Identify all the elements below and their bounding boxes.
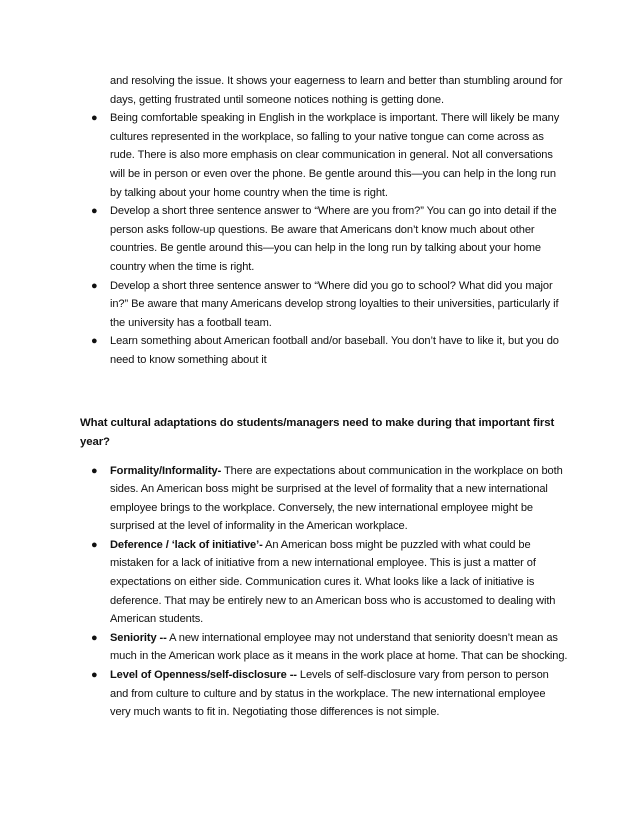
list-item [80, 462, 568, 536]
bullet-icon: ● [91, 112, 98, 125]
adaptation-text: An American boss might be puzzled with what could be mistaken for a lack of initiative from a new international employee. This is just a matter of expectations on either side. Communication cures it. What looks like a lack of initiative is deference. That may be entirely new to an American boss who is accustomed to dealing with American students. [110, 538, 556, 626]
tip-text: Being comfortable speaking in English in the workplace is important. There will likely be many cultures represented in the workplace, so falling to your native tongue can come across as rude. There is also more emphasis on clear communication in general. Not all conversations will be in person or even over the phone. Be gentle around this—you can help in the long run by talking about your home country when the time is right. [110, 112, 560, 199]
bullet-icon: ● [91, 669, 98, 682]
section-heading: What cultural adaptations do students/managers need to make during that important first year? [80, 416, 555, 448]
adaptation-term: Level of Openness/self-disclosure -- [110, 669, 297, 682]
list-item [80, 629, 568, 666]
tips-list [80, 109, 568, 369]
list-item [80, 332, 568, 369]
tip-text: Learn something about American football and/or baseball. You don’t have to like it, but you do need to know something about it [110, 335, 559, 366]
list-item [80, 202, 568, 276]
list-item [80, 109, 568, 202]
bullet-icon: ● [91, 279, 98, 292]
tip-text: Develop a short three sentence answer to “Where are you from?” You can go into detail if the person asks follow-up questions. Be aware that Americans don’t know much about other countries. Be gentle around this—you can help in the long run by talking about your home country when the time is right. [110, 205, 557, 273]
list-item [80, 666, 568, 722]
adaptation-term: Formality/Informality- [110, 464, 222, 477]
bullet-icon: ● [91, 631, 98, 644]
bullet-icon: ● [91, 464, 98, 477]
adaptation-text: Levels of self-disclosure vary from person to person and from culture to culture and by status in the workplace. The new international employee very much wants to fit in. Negotiating those differences is not simple. [110, 669, 549, 719]
bullet-icon: ● [91, 335, 98, 348]
intro-continuation: and resolving the issue. It shows your eagerness to learn and better than stumbling around for days, getting frustrated until someone notices nothing is getting done. [110, 75, 563, 106]
adaptation-text: A new international employee may not understand that seniority doesn’t mean as much in the American work place as it means in the work place at home. That can be shocking. [110, 631, 568, 663]
adaptation-text: There are expectations about communication in the workplace on both sides. An American boss might be surprised at the level of formality that a new international employee brings to the workplace. Conversely, the new international employee might be surprised at the level of informality in the American workplace. [110, 464, 563, 533]
adaptation-term: Deference / ‘lack of initiative’- [110, 538, 263, 551]
bullet-icon: ● [91, 538, 98, 551]
tip-text: Develop a short three sentence answer to “Where did you go to school? What did you major in?” Be aware that many Americans develop strong loyalties to their universities, particularly if the university has a football team. [110, 279, 559, 329]
adaptation-term: Seniority -- [110, 631, 167, 644]
list-item [80, 277, 568, 333]
bullet-icon: ● [91, 205, 98, 218]
list-item [80, 536, 568, 629]
adaptations-list [80, 462, 568, 722]
